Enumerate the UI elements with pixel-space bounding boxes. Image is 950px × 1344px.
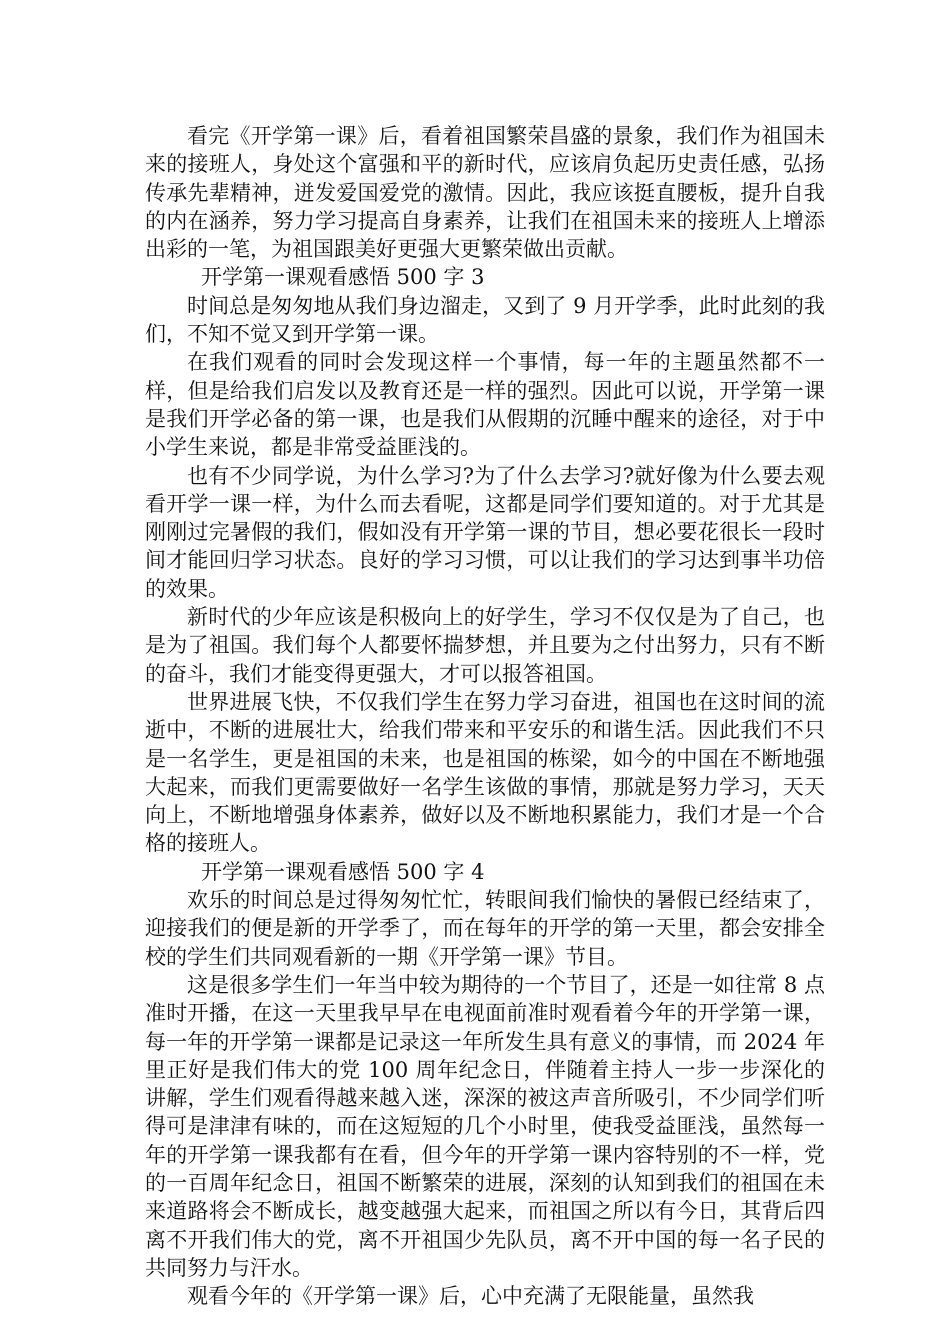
section-heading: 开学第一课观看感悟 500 字 4 xyxy=(201,859,485,884)
paragraph: 欢乐的时间总是过得匆匆忙忙，转眼间我们愉快的暑假已经结束了，迎接我们的便是新的开学季了，而在每年的开学的第一天里，都会安排全校的学生们共同观看新的一期《开学第一课》节目。 xyxy=(145,888,825,969)
section-heading: 开学第一课观看感悟 500 字 3 xyxy=(201,265,485,290)
paragraph: 在我们观看的同时会发现这样一个事情，每一年的主题虽然都不一样，但是给我们启发以及教育还是一样的强烈。因此可以说，开学第一课是我们开学必备的第一课，也是我们从假期的沉睡中醒来的途径，对于中小学生来说，都是非常受益匪浅的。 xyxy=(145,350,825,460)
paragraph: 新时代的少年应该是积极向上的好学生，学习不仅仅是为了自己，也是为了祖国。我们每个人都要怀揣梦想，并且要为之付出努力，只有不断的奋斗，我们才能变得更强大，才可以报答祖国。 xyxy=(145,605,825,686)
document-body xyxy=(145,122,825,1310)
paragraph: 看完《开学第一课》后，看着祖国繁荣昌盛的景象，我们作为祖国未来的接班人，身处这个富强和平的新时代，应该肩负起历史责任感，弘扬传承先辈精神，迸发爱国爱党的激情。因此，我应该挺直腰板，提升自我的内在涵养，努力学习提高自身素养，让我们在祖国未来的接班人上增添出彩的一笔，为祖国跟美好更强大更繁荣做出贡献。 xyxy=(145,124,825,262)
paragraph: 观看今年的《开学第一课》后，心中充满了无限能量，虽然我 xyxy=(187,1284,754,1309)
paragraph: 时间总是匆匆地从我们身边溜走，又到了 9 月开学季，此时此刻的我们，不知不觉又到开学第一课。 xyxy=(145,293,825,347)
paragraph: 这是很多学生们一年当中较为期待的一个节目了，还是一如往常 8 点准时开播，在这一天里我早早在电视面前准时观看着今年的开学第一课，每一年的开学第一课都是记录这一年所发生具有意义的事情，而 2024 年里正好是我们伟大的党 100 周年纪念日，伴随着主持人一步一步深化的讲解，学生们观看得越来越入迷，深深的被这声音所吸引，不少同学们听得可是津津有味的，而在这短短的几个小时里，使我受益匪浅，虽然每一年的开学第一课我都有在看，但今年的开学第一课内容特别的不一样，党的一百周年纪念日，祖国不断繁荣的进展，深刻的认知到我们的祖国在未来道路将会不断成长，越变越强大起来，而祖国之所以有今日，其背后四离不开我们伟大的党，离不开祖国少先队员，离不开中国的每一名子民的共同努力与汗水。 xyxy=(145,972,825,1280)
paragraph: 世界进展飞快，不仅我们学生在努力学习奋进，祖国也在这时间的流逝中，不断的进展壮大，给我们带来和平安乐的和谐生活。因此我们不只是一名学生，更是祖国的未来，也是祖国的栋梁，如今的中国在不断地强大起来，而我们更需要做好一名学生该做的事情，那就是努力学习，天天向上，不断地增强身体素养，做好以及不断地积累能力，我们才是一个合格的接班人。 xyxy=(145,689,825,856)
paragraph: 也有不少同学说，为什么学习?为了什么去学习?就好像为什么要去观看开学一课一样，为什么而去看呢，这都是同学们要知道的。对于尤其是刚刚过完暑假的我们，假如没有开学第一课的节目，想必要花很长一段时间才能回归学习状态。良好的学习习惯，可以让我们的学习达到事半功倍的效果。 xyxy=(145,463,825,601)
